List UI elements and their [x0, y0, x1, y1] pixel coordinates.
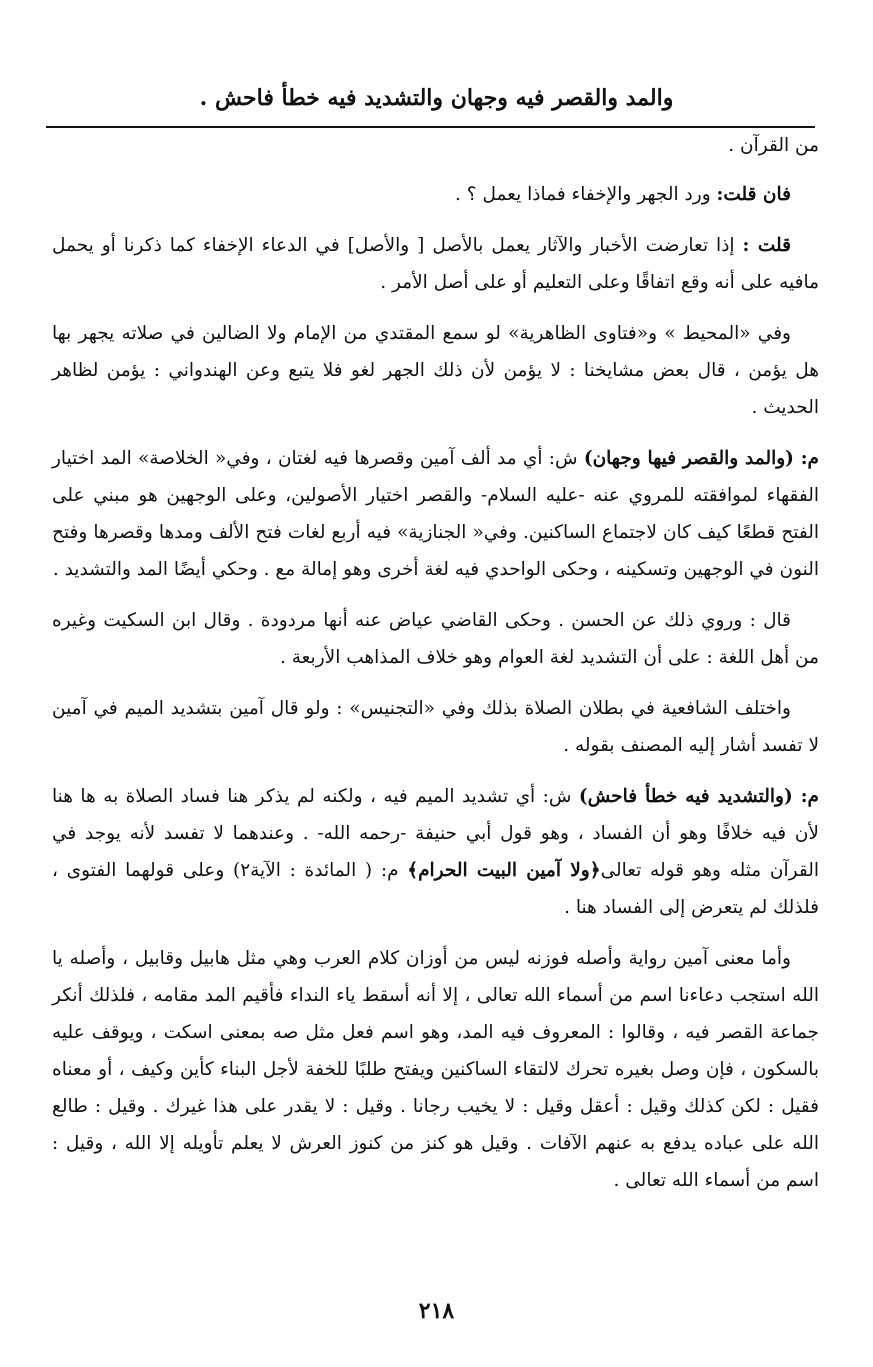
answer-lead: قلت : — [742, 235, 792, 256]
paragraph-8 — [52, 778, 819, 926]
paragraph-9: وأما معنى آمين رواية وأصله فوزنه ليس من أوزان كلام العرب وهي مثل هابيل وقابيل ، وأصله يا الله استجب دعاءنا اسم من أسماء الله تعالى ، إلا أنه أسقط ياء النداء فأقيم المد مقامه ، فلذلك أنكر جماعة القصر فيه ، وقالوا : المعروف فيه المد، وهو اسم فعل مثل صه بمعنى اسكت ، ويوقف عليه بالسكون ، فإن وصل بغيره تحرك لالتقاء الساكنين ويفتح طلبًا للخفة لأجل البناء كأين وكيف ، أو معناه فقيل : لكن كذلك وقيل : أعقل وقيل : لا يخيب رجانا . وقيل : لا يقدر على هذا غيرك . وقيل : طالع الله على عباده يدفع به عنهم الآفات . وقيل هو كنز من كنوز العرش لا يعلم تأويله إلا الله ، وقيل : اسم من أسماء الله تعالى . — [52, 948, 819, 1191]
sharh-text-3: م: ( المائدة : الآية٢) وعلى قولهما الفتوى ، فلذلك لم يتعرض إلى الفساد هنا . — [52, 860, 819, 918]
question-lead: فان قلت: — [716, 184, 791, 205]
paragraph-5 — [52, 440, 819, 588]
paragraph-1: من القرآن . — [728, 135, 819, 156]
paragraph-3 — [52, 227, 819, 301]
question-text: ورد الجهر والإخفاء فماذا يعمل ؟ . — [455, 184, 717, 205]
matn-quote-2: م: (والتشديد فيه خطأ فاحش) — [578, 786, 819, 807]
body-text — [52, 127, 819, 1213]
quran-verse: ﴿ولا آمين البيت الحرام﴾ — [407, 860, 601, 881]
paragraph-4: وفي «المحيط » و«فتاوى الظاهرية» لو سمع المقتدي من الإمام ولا الضالين في صلاته يجهر بها هل يؤمن ، قال بعض مشايخنا : لا يؤمن لأن ذلك الجهر لغو فلا يتبع وعن الهندواني : يؤمن لظاهر الحديث . — [52, 323, 819, 418]
paragraph-7: واختلف الشافعية في بطلان الصلاة بذلك وفي «التجنيس» : ولو قال آمين بتشديد الميم في آمين لا تفسد أشار إليه المصنف بقوله . — [52, 698, 819, 756]
page-number: ٢١٨ — [418, 1298, 455, 1324]
answer-text: إذا تعارضت الأخبار والآثار يعمل بالأصل [ والأصل] في الدعاء الإخفاء كما ذكرنا أو يحمل مافيه على أنه وقع اتفاقًا وعلى التعليم أو على أصل الأمر . — [52, 235, 819, 293]
paragraph-6: قال : وروي ذلك عن الحسن . وحكى القاضي عياض عنه أنها مردودة . وقال ابن السكيت وغيره من أهل اللغة : على أن التشديد لغة العوام وهو خلاف المذاهب الأربعة . — [52, 610, 819, 668]
matn-quote-1: م: (والمد والقصر فيها وجهان) — [583, 448, 819, 469]
sharh-text-2: ش: أي تشديد الميم فيه ، ولكنه لم يذكر هنا فساد الصلاة به ها هنا لأن فيه خلافًا وهو أن الفساد ، وهو قول أبي حنيفة -رحمه الله- . وعندهما لا تفسد لأنه يوجد في القرآن مثله وهو قوله تعالى — [52, 786, 819, 881]
running-title: والمد والقصر فيه وجهان والتشديد فيه خطأ فاحش . — [199, 85, 674, 111]
paragraph-2 — [52, 176, 819, 213]
sharh-text-1: ش: أي مد ألف آمين وقصرها فيه لغتان ، وفي« الخلاصة» المد اختيار الفقهاء لموافقته للمروي عنه -عليه السلام- والقصر اختيار الأصولين، وعلى الوجهين هو مبني على الفتح قطعًا كيف كان لاجتماع الساكنين. وفي« الجنازية» فيه أربع لغات فتح الألف ومدها وقصرها وفتح النون في الوجهين وتسكينه ، وحكى الواحدي فيه لغة أخرى وهو إمالة مع . وحكي أيضًا المد والتشديد . — [52, 448, 819, 580]
